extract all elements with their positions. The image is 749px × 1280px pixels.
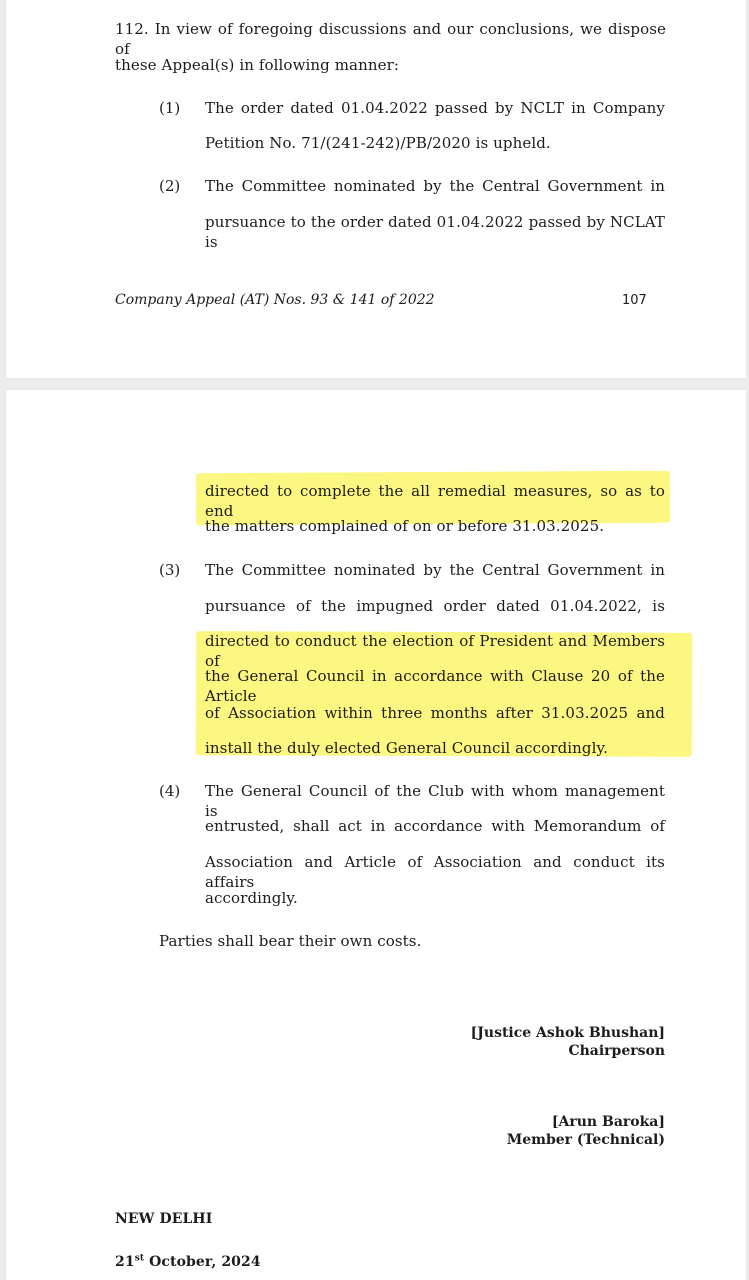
costs-statement: Parties shall bear their own costs. [159,932,422,950]
item-2-number: (2) [159,177,181,195]
judgment-date [115,1252,261,1272]
page-108 [6,390,746,1280]
item-4-line-2: entrusted, shall act in accordance with Memorandum of [205,817,665,835]
item-2-line-1: The Committee nominated by the Central Government in [205,177,665,195]
item-2-line-2: pursuance to the order dated 01.04.2022 passed by NCLAT is [205,213,665,251]
item-3-line-2: pursuance of the impugned order dated 01.04.2022, is [205,597,665,615]
signatory-2-title: Member (Technical) [506,1132,665,1148]
item-4-line-3: Association and Article of Association and conduct its affairs [205,853,665,891]
place-label: NEW DELHI [115,1211,213,1227]
item-3-line-4: the General Council in accordance with Clause 20 of the Article [205,667,665,705]
page-number: 107 [622,293,647,308]
item-1-number: (1) [159,99,181,117]
para-112-line-1: 112. In view of foregoing discussions and our conclusions, we dispose of [115,20,666,58]
item-4-number: (4) [159,782,181,800]
para-112-line-2: these Appeal(s) in following manner: [115,56,400,74]
item-2-cont-line-1: directed to complete the all remedial measures, so as to end [205,482,665,520]
item-3-line-5: of Association within three months after 31.03.2025 and [205,704,665,722]
date-rest: October, 2024 [144,1254,261,1270]
item-4-line-1: The General Council of the Club with whom management is [205,782,665,820]
page-107 [6,0,746,378]
item-3-number: (3) [159,561,181,579]
item-2-cont-line-2: the matters complained of on or before 31.03.2025. [205,517,605,535]
signatory-1-title: Chairperson [568,1043,665,1059]
item-3-line-6: install the duly elected General Council accordingly. [205,739,608,757]
item-3-line-1: The Committee nominated by the Central Government in [205,561,665,579]
item-3-line-3: directed to conduct the election of President and Members of [205,632,665,670]
item-1-line-1: The order dated 01.04.2022 passed by NCLT in Company [205,99,665,117]
item-1-line-2: Petition No. 71/(241-242)/PB/2020 is upheld. [205,134,551,152]
item-4-line-4: accordingly. [205,889,298,907]
footer-case-title: Company Appeal (AT) Nos. 93 & 141 of 2022 [115,292,435,308]
date-day: 21 [115,1254,135,1270]
signatory-1-name: [Justice Ashok Bhushan] [470,1025,665,1041]
date-suffix: st [134,1253,145,1264]
signatory-2-name: [Arun Baroka] [551,1114,665,1130]
